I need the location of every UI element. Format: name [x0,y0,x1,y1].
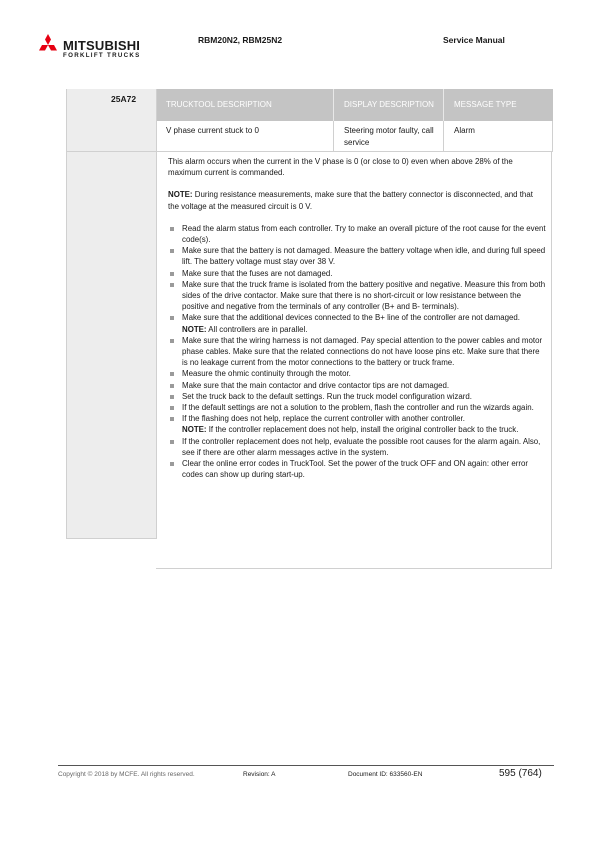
document-id: Document ID: 633560-EN [348,771,423,778]
list-item [168,436,546,458]
list-item [168,368,546,379]
page-header [0,0,596,70]
display-description: Steering motor faulty, call service [344,126,434,147]
description-cell [156,151,552,569]
list-item [168,279,546,313]
message-type: Alarm [454,126,475,135]
model-label: RBM20N2, RBM25N2 [198,35,283,45]
bullet-icon [170,462,174,466]
list-item [168,413,546,435]
table-row [66,121,553,152]
list-item [168,245,546,267]
list-item-text: If the controller replacement does not help, evaluate the possible root causes for the alarm again. Also, see if there are other alarm messages active in the system. [182,436,541,457]
alarm-table [66,89,553,480]
checklist [168,223,546,481]
list-item [168,380,546,391]
list-item-text: Make sure that the main contactor and drive contactor tips are not damaged. [182,380,450,390]
bullet-icon [170,395,174,399]
list-item [168,335,546,369]
description-body [168,156,546,480]
note-label: NOTE: [168,190,193,200]
list-item-text: Read the alarm status from each controller. Try to make an overall picture of the root cause for the event code(s). [182,223,546,245]
bullet-icon [170,249,174,253]
list-item-text: Set the truck back to the default settings. Run the truck model configuration wizard. [182,391,472,401]
footer-divider [58,765,554,766]
bullet-icon [170,339,174,343]
code-cell [66,89,157,539]
header-divider [333,89,334,121]
list-item [168,312,546,334]
list-item-text: Make sure that the fuses are not damaged. [182,268,333,278]
list-item-text: Make sure that the battery is not damaged. Measure the battery voltage when idle, and during full speed lift. The battery voltage must stay over 38 V. [182,246,546,267]
note-label: NOTE: [182,324,207,334]
header-message-type: MESSAGE TYPE [454,100,517,109]
revision: Revision: A [243,771,276,778]
bullet-icon [170,227,174,231]
trucktool-description: V phase current stuck to 0 [166,126,259,135]
bullet-icon [170,440,174,444]
doc-type-label: Service Manual [443,35,505,45]
cell-divider [552,121,553,151]
cell-divider [333,121,334,151]
brand-name: MITSUBISHI [63,38,141,53]
list-item-text: Measure the ohmic continuity through the motor. [182,369,351,379]
header-display-description: DISPLAY DESCRIPTION [344,100,434,109]
brand-subtitle: FORKLIFT TRUCKS [63,52,141,59]
list-item-text: Make sure that the wiring harness is not damaged. Pay special attention to the power cables and motor phase cables. Make sure that the related connections do not have loose pins etc. Make sure that there is no leakage current from the motor connections to the battery or truck frame. [182,335,543,368]
list-item [168,391,546,402]
description-intro: This alarm occurs when the current in the V phase is 0 (or close to 0) even when above 28% of the maximum current is commanded. [168,157,513,178]
note-text: During resistance measurements, make sure that the battery connector is disconnected, and that the voltage at the measured circuit is 0 V. [168,190,533,211]
note-text: All controllers are in parallel. [206,324,308,334]
bullet-icon [170,316,174,320]
list-item-text: If the flashing does not help, replace the current controller with another controller. [182,414,465,424]
bullet-icon [170,283,174,287]
item-note [182,424,546,435]
note-text: If the controller replacement does not help, install the original controller back to the truck. [206,425,519,435]
header-divider [443,89,444,121]
bullet-icon [170,272,174,276]
mitsubishi-logo [36,34,158,62]
item-note [182,324,546,335]
copyright: Copyright © 2018 by MCFE. All rights reserved. [58,771,195,778]
cell-divider [443,121,444,151]
list-item [168,223,546,245]
list-item-text: Make sure that the additional devices connected to the B+ line of the controller are not damaged. [182,313,520,323]
list-item-text: If the default settings are not a solution to the problem, flash the controller and run the wizards again. [182,403,534,413]
bullet-icon [170,372,174,376]
alarm-code: 25A72 [111,94,137,104]
header-trucktool-description: TRUCKTOOL DESCRIPTION [166,100,272,109]
note-label: NOTE: [182,425,207,435]
list-item-text: Clear the online error codes in TruckTool. Set the power of the truck OFF and ON again: other error codes can show up during start-up. [182,459,529,480]
bullet-icon [170,417,174,421]
list-item-text: Make sure that the truck frame is isolated from the battery positive and negative. Measure this from both sides of the drive contactor. Make sure that there is no short-circuit or low resistance between the positive and negative from the terminals of any controller (B+ and B- terminals). [182,279,546,312]
bullet-icon [170,384,174,388]
description-note [168,189,546,211]
page-number: 595 (764) [499,768,542,779]
three-diamonds-icon [36,34,60,56]
list-item [168,402,546,413]
list-item [168,458,546,480]
bullet-icon [170,406,174,410]
list-item [168,268,546,279]
